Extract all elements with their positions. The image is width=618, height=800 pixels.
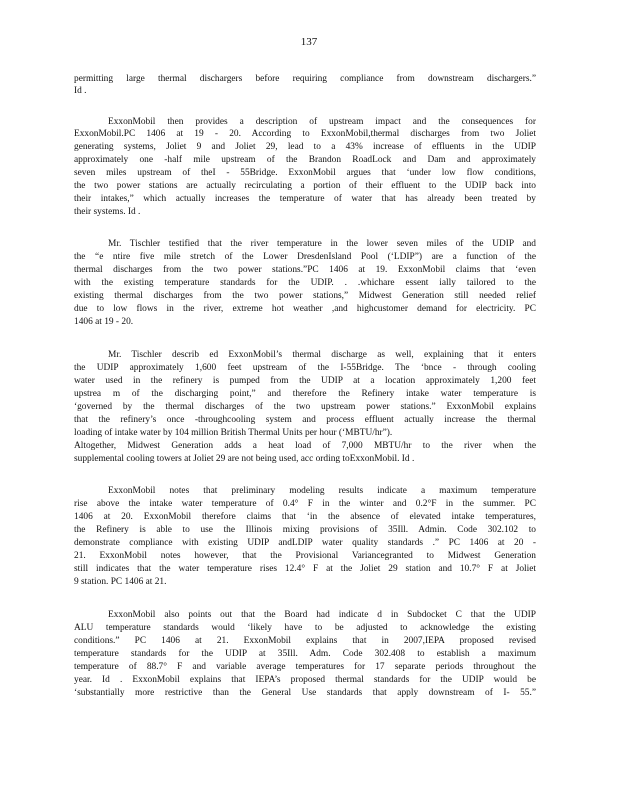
- paragraph-5-line-3: 1406 at 20. ExxonMobil therefore claims that ‘in the absence of elevated intake temperatures,: [74, 512, 536, 522]
- paragraph-5-line-5: demonstrate compliance with existing UDIP andLDIP water quality standards .” PC 1406 at 20 -: [74, 538, 536, 548]
- paragraph-2-line-4: approximately one -half mile upstream of the Brandon RoadLock and Dam and approximately: [74, 155, 536, 165]
- paragraph-3-line-2: the “e ntire five mile stretch of the Lower DresdenIsland Pool (‘LDIP”) are a function of the: [74, 252, 536, 262]
- paragraph-3-line-5: existing thermal discharges from the two power stations,” Midwest Generation still needed relief: [74, 291, 536, 301]
- paragraph-6-line-2: ALU temperature standards would ‘likely have to be adjusted to acknowledge the existing: [74, 623, 536, 633]
- paragraph-5-line-8: 9 station. PC 1406 at 21.: [74, 577, 167, 587]
- paragraph-2-line-5: seven miles upstream of theI - 55Bridge. ExxonMobil argues that ‘under low flow conditions,: [74, 168, 536, 178]
- paragraph-4-line-4: upstrea m of the discharging point,” and therefore the Refinery intake water temperature is: [74, 389, 536, 399]
- paragraph-4-line-6: that the refinery’s once -throughcooling system and process effluent actually increase the thermal: [74, 415, 536, 425]
- paragraph-6-line-5: temperature of 88.7° F and variable average temperatures for 17 separate periods throughout the: [74, 662, 536, 672]
- paragraph-4-line-7: loading of intake water by 104 million British Thermal Units per hour (‘MBTU/hr”).: [74, 428, 393, 438]
- paragraph-6-line-4: temperature standards for the UDIP at 35Ill. Adm. Code 302.408 to establish a maximum: [74, 649, 536, 659]
- paragraph-3-line-7: 1406 at 19 - 20.: [74, 317, 134, 327]
- paragraph-6-line-6: year. Id . ExxonMobil explains that IEPA’s proposed thermal standards for the UDIP would be: [74, 675, 536, 685]
- page-number: 137: [300, 36, 318, 48]
- paragraph-5-line-4: the Refinery is able to use the Illinois mixing provisions of 35Ill. Admin. Code 302.102 to: [74, 525, 536, 535]
- paragraph-4-line-3: water used in the refinery is pumped from the UDIP at a location approximately 1,200 feet: [74, 376, 536, 386]
- paragraph-2-line-7: their intakes,” which actually increases the temperature of water that has already been treated by: [74, 194, 536, 204]
- paragraph-4-line-8: Altogether, Midwest Generation adds a heat load of 7,000 MBTU/hr to the river when the: [74, 441, 536, 451]
- paragraph-2-line-1: ExxonMobil then provides a description of upstream impact and the consequences for: [108, 117, 536, 127]
- paragraph-6-line-3: conditions.” PC 1406 at 21. ExxonMobil explains that in 2007,IEPA proposed revised: [74, 636, 536, 646]
- paragraph-2-line-3: generating systems, Joliet 9 and Joliet 29, lead to a 43% increase of effluents in the UDIP: [74, 142, 536, 152]
- paragraph-2-line-2: ExxonMobil.PC 1406 at 19 - 20. According to ExxonMobil,thermal discharges from two Joliet: [74, 129, 536, 139]
- paragraph-5-line-2: rise above the intake water temperature of 0.4° F in the winter and 0.2°F in the summer. PC: [74, 499, 536, 509]
- paragraph-4-line-9: supplemental cooling towers at Joliet 29 are not being used, acc ording toExxonMobil. Id .: [74, 454, 415, 464]
- paragraph-3-line-6: due to low flows in the river, extreme hot weather ,and highcustomer demand for electricity. PC: [74, 304, 536, 314]
- paragraph-1-line-2: Id .: [74, 86, 87, 96]
- paragraph-3-line-3: thermal discharges from the two power stations.”PC 1406 at 19. ExxonMobil claims that ‘even: [74, 265, 536, 275]
- paragraph-3-line-4: with the existing temperature standards for the UDIP. . .whichare essent ially tailored to the: [74, 278, 536, 288]
- paragraph-6-line-1: ExxonMobil also points out that the Board had indicate d in Subdocket C that the UDIP: [108, 610, 536, 620]
- paragraph-5-line-6: 21. ExxonMobil notes however, that the Provisional Variancegranted to Midwest Generation: [74, 551, 536, 561]
- paragraph-1-line-1: permitting large thermal dischargers before requiring compliance from downstream dischargers.”: [74, 74, 536, 84]
- paragraph-6-line-7: ‘substantially more restrictive than the General Use standards that apply downstream of I- 55.”: [74, 688, 536, 698]
- paragraph-2-line-6: the two power stations are actually recirculating a portion of their effluent to the UDIP back into: [74, 181, 536, 191]
- paragraph-2-line-8: their systems. Id .: [74, 207, 141, 217]
- paragraph-4-line-1: Mr. Tischler describ ed ExxonMobil’s thermal discharge as well, explaining that it enters: [108, 350, 536, 360]
- paragraph-3-line-1: Mr. Tischler testified that the river temperature in the lower seven miles of the UDIP and: [108, 239, 536, 249]
- paragraph-4-line-2: the UDIP approximately 1,600 feet upstream of the I-55Bridge. The ‘bnce - through cooling: [74, 363, 536, 373]
- paragraph-5-line-7: still indicates that the water temperature rises 12.4° F at the Joliet 29 station and 10.7° F at Joliet: [74, 564, 536, 574]
- paragraph-5-line-1: ExxonMobil notes that preliminary modeling results indicate a maximum temperature: [108, 486, 536, 496]
- paragraph-4-line-5: ‘governed by the thermal discharges of the two upstream power stations.” ExxonMobil explains: [74, 402, 536, 412]
